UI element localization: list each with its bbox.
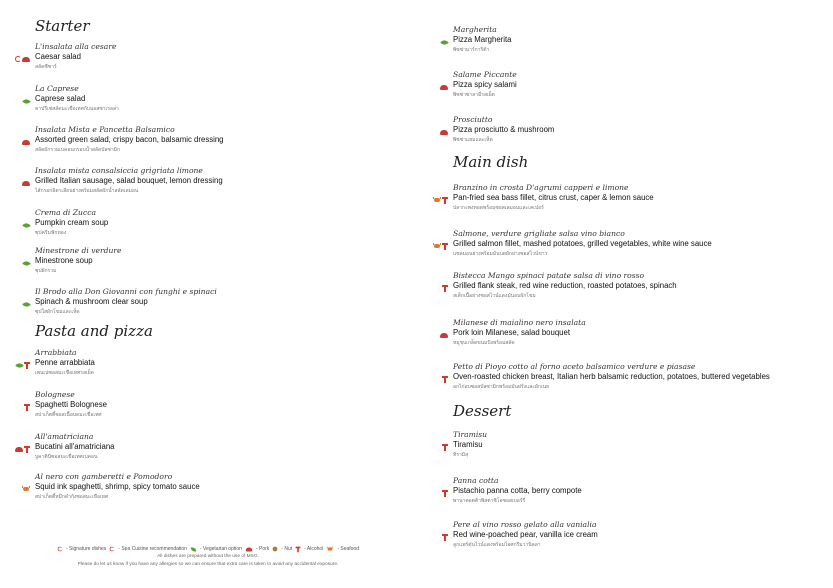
thai-name: พิซซ่าซาลามี่รสเผ็ด [453,92,495,98]
pork-icon [22,140,30,145]
alcohol-icon [444,444,446,451]
menu-item [35,390,107,420]
menu-item [453,271,677,301]
italian-name: La Caprese [35,84,79,93]
alcohol-icon [26,404,28,411]
thai-name: ลูกแพร์ตุ๋นไวน์แดงพร้อมไอศกรีมวานิลลา [453,542,541,548]
menu-item [453,183,654,213]
menu-item [453,25,512,55]
italian-name: L'insalata alla cesare [35,42,117,51]
italian-name: All'amatriciana [35,432,94,441]
english-name: Tiramisu [453,440,483,449]
section-title-starter: Starter [35,17,90,35]
english-name: Squid ink spaghetti, shrimp, spicy tomato sauce [35,482,200,491]
seafood-icon [22,486,30,492]
italian-name: Bistecca Mango spinaci patate salsa di vino rosso [453,271,645,280]
english-name: Penne arrabbiata [35,358,95,367]
english-name: Pizza prosciutto & mushroom [453,125,555,134]
english-name: Grilled Italian sausage, salad bouquet, lemon dressing [35,176,223,185]
italian-name: Salame Piccante [453,70,517,79]
alcohol-icon [444,534,446,541]
thai-name: ทิรามิสุ [453,452,469,458]
english-name: Grilled flank steak, red wine reduction, roasted potatoes, spinach [453,281,677,290]
pork-icon [440,85,448,90]
english-name: Spaghetti Bolognese [35,400,107,409]
dietary-icons [16,360,30,370]
leaf-icon [15,361,24,369]
italian-name: Al nero con gamberetti e Pomodoro [35,472,173,481]
menu-item [35,472,200,502]
dietary-icons [441,37,448,47]
menu-item [453,362,770,392]
dietary-icons [15,444,30,454]
legend-label: - Pork [255,546,270,552]
italian-name: Pere al vino rosso gelato alla vanialia [453,520,597,529]
italian-name: Insalata mista consalsiccia grigriata limone [35,166,203,175]
section-title-main: Main dish [453,153,529,171]
menu-item [35,84,119,114]
leaf-icon [191,547,197,551]
seafood-icon [327,547,333,552]
thai-name: สลัดผักรวมเบคอนกรอบน้ำสลัดบัลซามิก [35,147,120,153]
legend-label: - Spa Cuisine recommendation [118,546,187,552]
legend-label: - Vegetarian option [199,546,242,552]
dietary-icons [24,402,30,412]
thai-name: ปลากะพงทอดพร้อมซอสเลมอนและเคเปอร์ [453,205,544,211]
dietary-icons [442,442,448,452]
allergy-note: Please do let us know if you have any allergies so we can ensure that extra care is taken to avoid any accidental exposure. [77,562,339,567]
italian-name: Milanese di maialino nero insalata [453,318,586,327]
alcohol-icon [444,490,446,497]
pork-icon [440,130,448,135]
english-name: Spinach & mushroom clear soup [35,297,148,306]
dietary-icons [15,54,30,64]
leaf-icon [22,221,31,229]
alcohol-icon [444,243,446,250]
dietary-icons [442,283,448,293]
italian-name: Margherita [453,25,497,34]
legend-label: - Seafood [337,546,359,552]
dietary-icons [23,220,30,230]
italian-name: Crema di Zucca [35,208,96,217]
thai-name: ซุปครีมฟักทอง [35,230,67,236]
alcohol-icon [26,446,28,453]
msg-note: All dishes are prepared without the use of MSG. [157,554,259,559]
thai-name: ไส้กรอกอิตาเลียนย่างพร้อมสลัดผักน้ำสลัดเลมอน [35,188,139,194]
pork-icon [15,447,23,452]
thai-name: พิซซ่ามาร์การิต้า [453,47,490,53]
dietary-icons [442,532,448,542]
dietary-icons [442,488,448,498]
english-name: Bucatini all'amatriciana [35,442,115,451]
leaf-icon [22,97,31,105]
italian-name: Petto di Pioуо cotto al forno aceto balsamico verdure e piasase [453,362,696,371]
alcohol-icon [26,362,28,369]
thai-name: แซลมอนย่างพร้อมมันบดผักย่างซอสไวน์ขาว [453,251,548,257]
english-name: Caprese salad [35,94,86,103]
italian-name: Insalata Mista e Pancetta Balsamico [35,125,175,134]
thai-name: ซุปผักรวม [35,268,57,274]
italian-name: Il Brodo alla Don Giovanni con funghi e spinaci [35,287,217,296]
menu-item [453,115,554,145]
thai-name: สปาเก็ตตี้หมึกดำกุ้งซอสมะเขือเทศ [35,494,109,500]
english-name: Pizza spicy salami [453,80,517,89]
menu-item [35,208,108,238]
spa-icon [58,547,63,552]
legend-label: - Nut [281,546,293,552]
thai-name: เพนเน่ซอสมะเขือเทศรสเผ็ด [35,370,94,376]
alcohol-icon [297,546,299,552]
dietary-icons [440,330,448,340]
menu-item [35,246,122,276]
italian-name: Salmone, verdure grigliate salsa vino bianco [453,229,625,238]
menu-item [453,476,582,506]
pork-icon [22,57,30,62]
italian-name: Tiramisu [453,430,488,439]
menu-item [35,432,115,462]
spa-icon [110,547,115,552]
legend-label: - Signature dishes [65,546,107,552]
dietary-icons [22,484,30,494]
thai-name: พิซซ่าแฮมและเห็ด [453,137,493,143]
italian-name: Branzino in crosta D'agrumi capperi e limone [453,183,629,192]
spa-icon [15,56,21,62]
thai-name: สปาเก็ตตี้ซอสเนื้อบดมะเขือเทศ [35,412,102,418]
english-name: Grilled salmon fillet, mashed potatoes, grilled vegetables, white wine sauce [453,239,712,248]
dietary-icons [23,96,30,106]
menu-item [35,42,116,72]
menu-item [35,287,217,317]
italian-name: Panna cotta [453,476,499,485]
english-name: Pork loin Milanese, salad bouquet [453,328,571,337]
english-name: Assorted green salad, crispy bacon, balsamic dressing [35,135,224,144]
seafood-icon [433,243,441,249]
dietary-icons [440,127,448,137]
italian-name: Arrabbiata [35,348,77,357]
menu-item [35,125,224,155]
section-title-dessert: Dessert [453,402,512,420]
legend [0,545,416,569]
nut-icon [273,547,278,552]
menu-item [35,348,95,378]
italian-name: Prosciutto [453,115,493,124]
thai-name: พานาคอตต้าพิสตาชิโอซอสเบอร์รี่ [453,498,526,504]
alcohol-icon [444,197,446,204]
thai-name: สลัดซีซาร์ [35,64,57,70]
menu-item [453,520,598,550]
menu-item [453,229,712,259]
section-title-pasta: Pasta and pizza [35,322,153,340]
english-name: Pistachio panna cotta, berry compote [453,486,582,495]
leaf-icon [440,38,449,46]
dietary-icons [22,178,30,188]
alcohol-icon [444,285,446,292]
menu-item [453,430,487,460]
english-name: Caesar salad [35,52,81,61]
dietary-icons [433,241,448,251]
legend-row [0,545,416,553]
pork-icon [246,547,252,551]
leaf-icon [22,259,31,267]
alcohol-icon [444,376,446,383]
dietary-icons [433,195,448,205]
thai-name: ซุปใสผักโขมและเห็ด [35,309,80,315]
english-name: Pumpkin cream soup [35,218,109,227]
thai-name: บูคาตินีซอสมะเขือเทศเบคอน [35,454,98,460]
thai-name: สเต็กเนื้อย่างซอสไวน์แดงมันอบผักโขม [453,293,536,299]
thai-name: อกไก่อบซอสบัลซามิกพร้อมมันฝรั่งและผักเนย [453,384,549,390]
dietary-icons [440,82,448,92]
pork-icon [440,333,448,338]
thai-name: คาปรีเซ่สลัดมะเขือเทศกับมอสซาเรลล่า [35,106,119,112]
italian-name: Minestrone di verdure [35,246,122,255]
seafood-icon [433,197,441,203]
english-name: Red wine-poached pear, vanilla ice cream [453,530,598,539]
english-name: Oven-roasted chicken breast, Italian herb balsamic reduction, potatoes, buttered vegetables [453,372,770,381]
dietary-icons [22,137,30,147]
dietary-icons [23,299,30,309]
dietary-icons [442,374,448,384]
dietary-icons [23,258,30,268]
english-name: Pan-fried sea bass fillet, citrus crust, caper & lemon sauce [453,193,654,202]
legend-label: - Alcohol [304,546,324,552]
menu-item [453,318,586,348]
leaf-icon [22,300,31,308]
english-name: Minestrone soup [35,256,93,265]
thai-name: หมูชุบเกล็ดขนมปังพร้อมสลัด [453,340,515,346]
pork-icon [22,181,30,186]
italian-name: Bolognese [35,390,75,399]
menu-item [453,70,517,100]
menu-item [35,166,223,196]
english-name: Pizza Margherita [453,35,512,44]
